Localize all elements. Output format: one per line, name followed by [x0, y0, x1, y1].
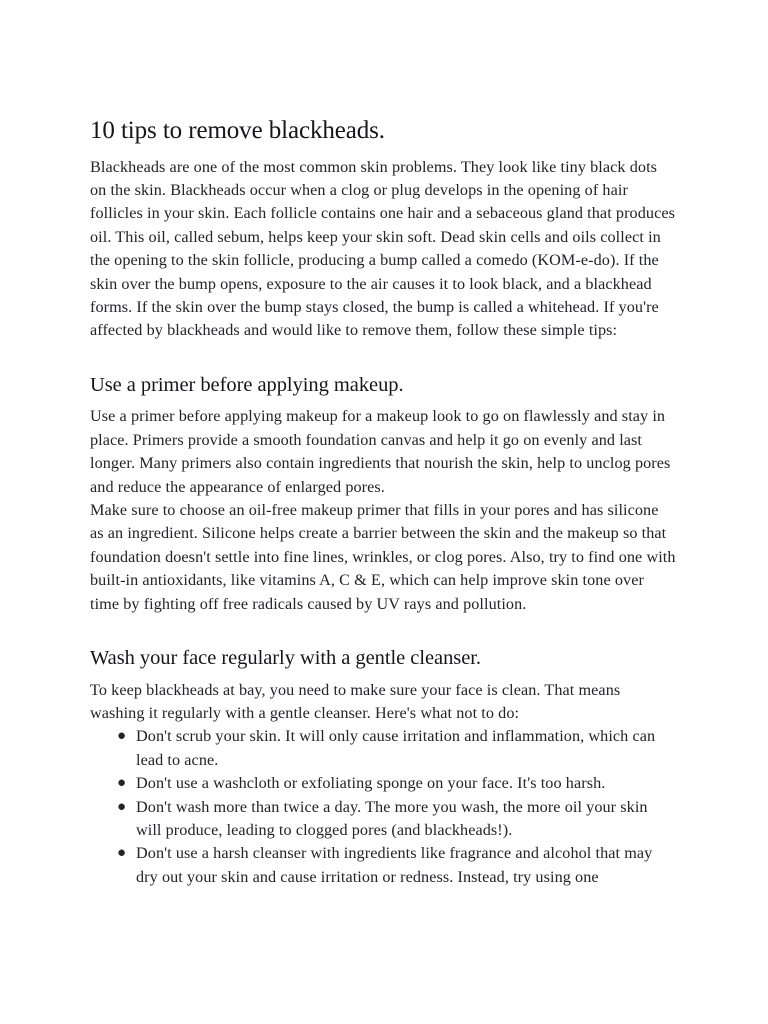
list-item	[117, 842, 676, 889]
list-item-label: Don't use a harsh cleanser with ingredients like fragrance and alcohol that may dry out your skin and cause irritation or redness. Instead, try using one	[136, 844, 653, 886]
bullet-icon: ●	[117, 845, 127, 862]
page-title: 10 tips to remove blackheads.	[90, 117, 385, 144]
cleanser-paragraph-1: To keep blackheads at bay, you need to make sure your face is clean. That means washing it regularly with a gentle cleanser. Here's what not to do:	[90, 680, 621, 722]
section-heading-cleanser: Wash your face regularly with a gentle cleanser.	[90, 647, 481, 669]
cleanser-dont-list	[90, 725, 676, 889]
list-item-label: Don't scrub your skin. It will only cause irritation and inflammation, which can lead to acne.	[136, 727, 656, 769]
list-item-label: Don't use a washcloth or exfoliating sponge on your face. It's too harsh.	[136, 774, 606, 793]
list-item-label: Don't wash more than twice a day. The more you wash, the more oil your skin will produce, leading to clogged pores (and blackheads!).	[136, 797, 648, 840]
list-item	[117, 796, 676, 843]
bullet-icon: ●	[117, 798, 127, 815]
bullet-icon: ●	[117, 728, 127, 745]
list-item	[117, 725, 676, 772]
primer-paragraph-1: Use a primer before applying makeup for a makeup look to go on flawlessly and stay in place. Primers provide a smooth foundation canvas and help it go on evenly and last longer. Many primers also contain ingredients that nourish the skin, help to unclog pores and reduce the appearance of enlarged pores.	[90, 407, 671, 496]
bullet-icon: ●	[117, 775, 127, 792]
list-item	[117, 772, 676, 795]
primer-paragraph-2: Make sure to choose an oil-free makeup primer that fills in your pores and has silicone as an ingredient. Silicone helps create a barrier between the skin and the makeup so that foundation doesn't settle into fine lines, wrinkles, or clog pores. Also, try to find one with built-in antioxidants, like vitamins A, C & E, which can help improve skin tone over time by fighting off free radicals caused by UV rays and pollution.	[90, 500, 676, 613]
section-heading-primer: Use a primer before applying makeup.	[90, 373, 404, 396]
intro-paragraph: Blackheads are one of the most common skin problems. They look like tiny black dots on the skin. Blackheads occur when a clog or plug develops in the opening of hair follicles in your skin. Each follicle contains one hair and a sebaceous gland that produces oil. This oil, called sebum, helps keep your skin soft. Dead skin cells and oils collect in the opening to the skin follicle, producing a bump called a comedo (KOM-e-do). If the skin over the bump opens, exposure to the air causes it to look black, and a blackhead forms. If the skin over the bump stays closed, the bump is called a whitehead. If you're affected by blackheads and would like to remove them, follow these simple tips:	[90, 157, 675, 340]
